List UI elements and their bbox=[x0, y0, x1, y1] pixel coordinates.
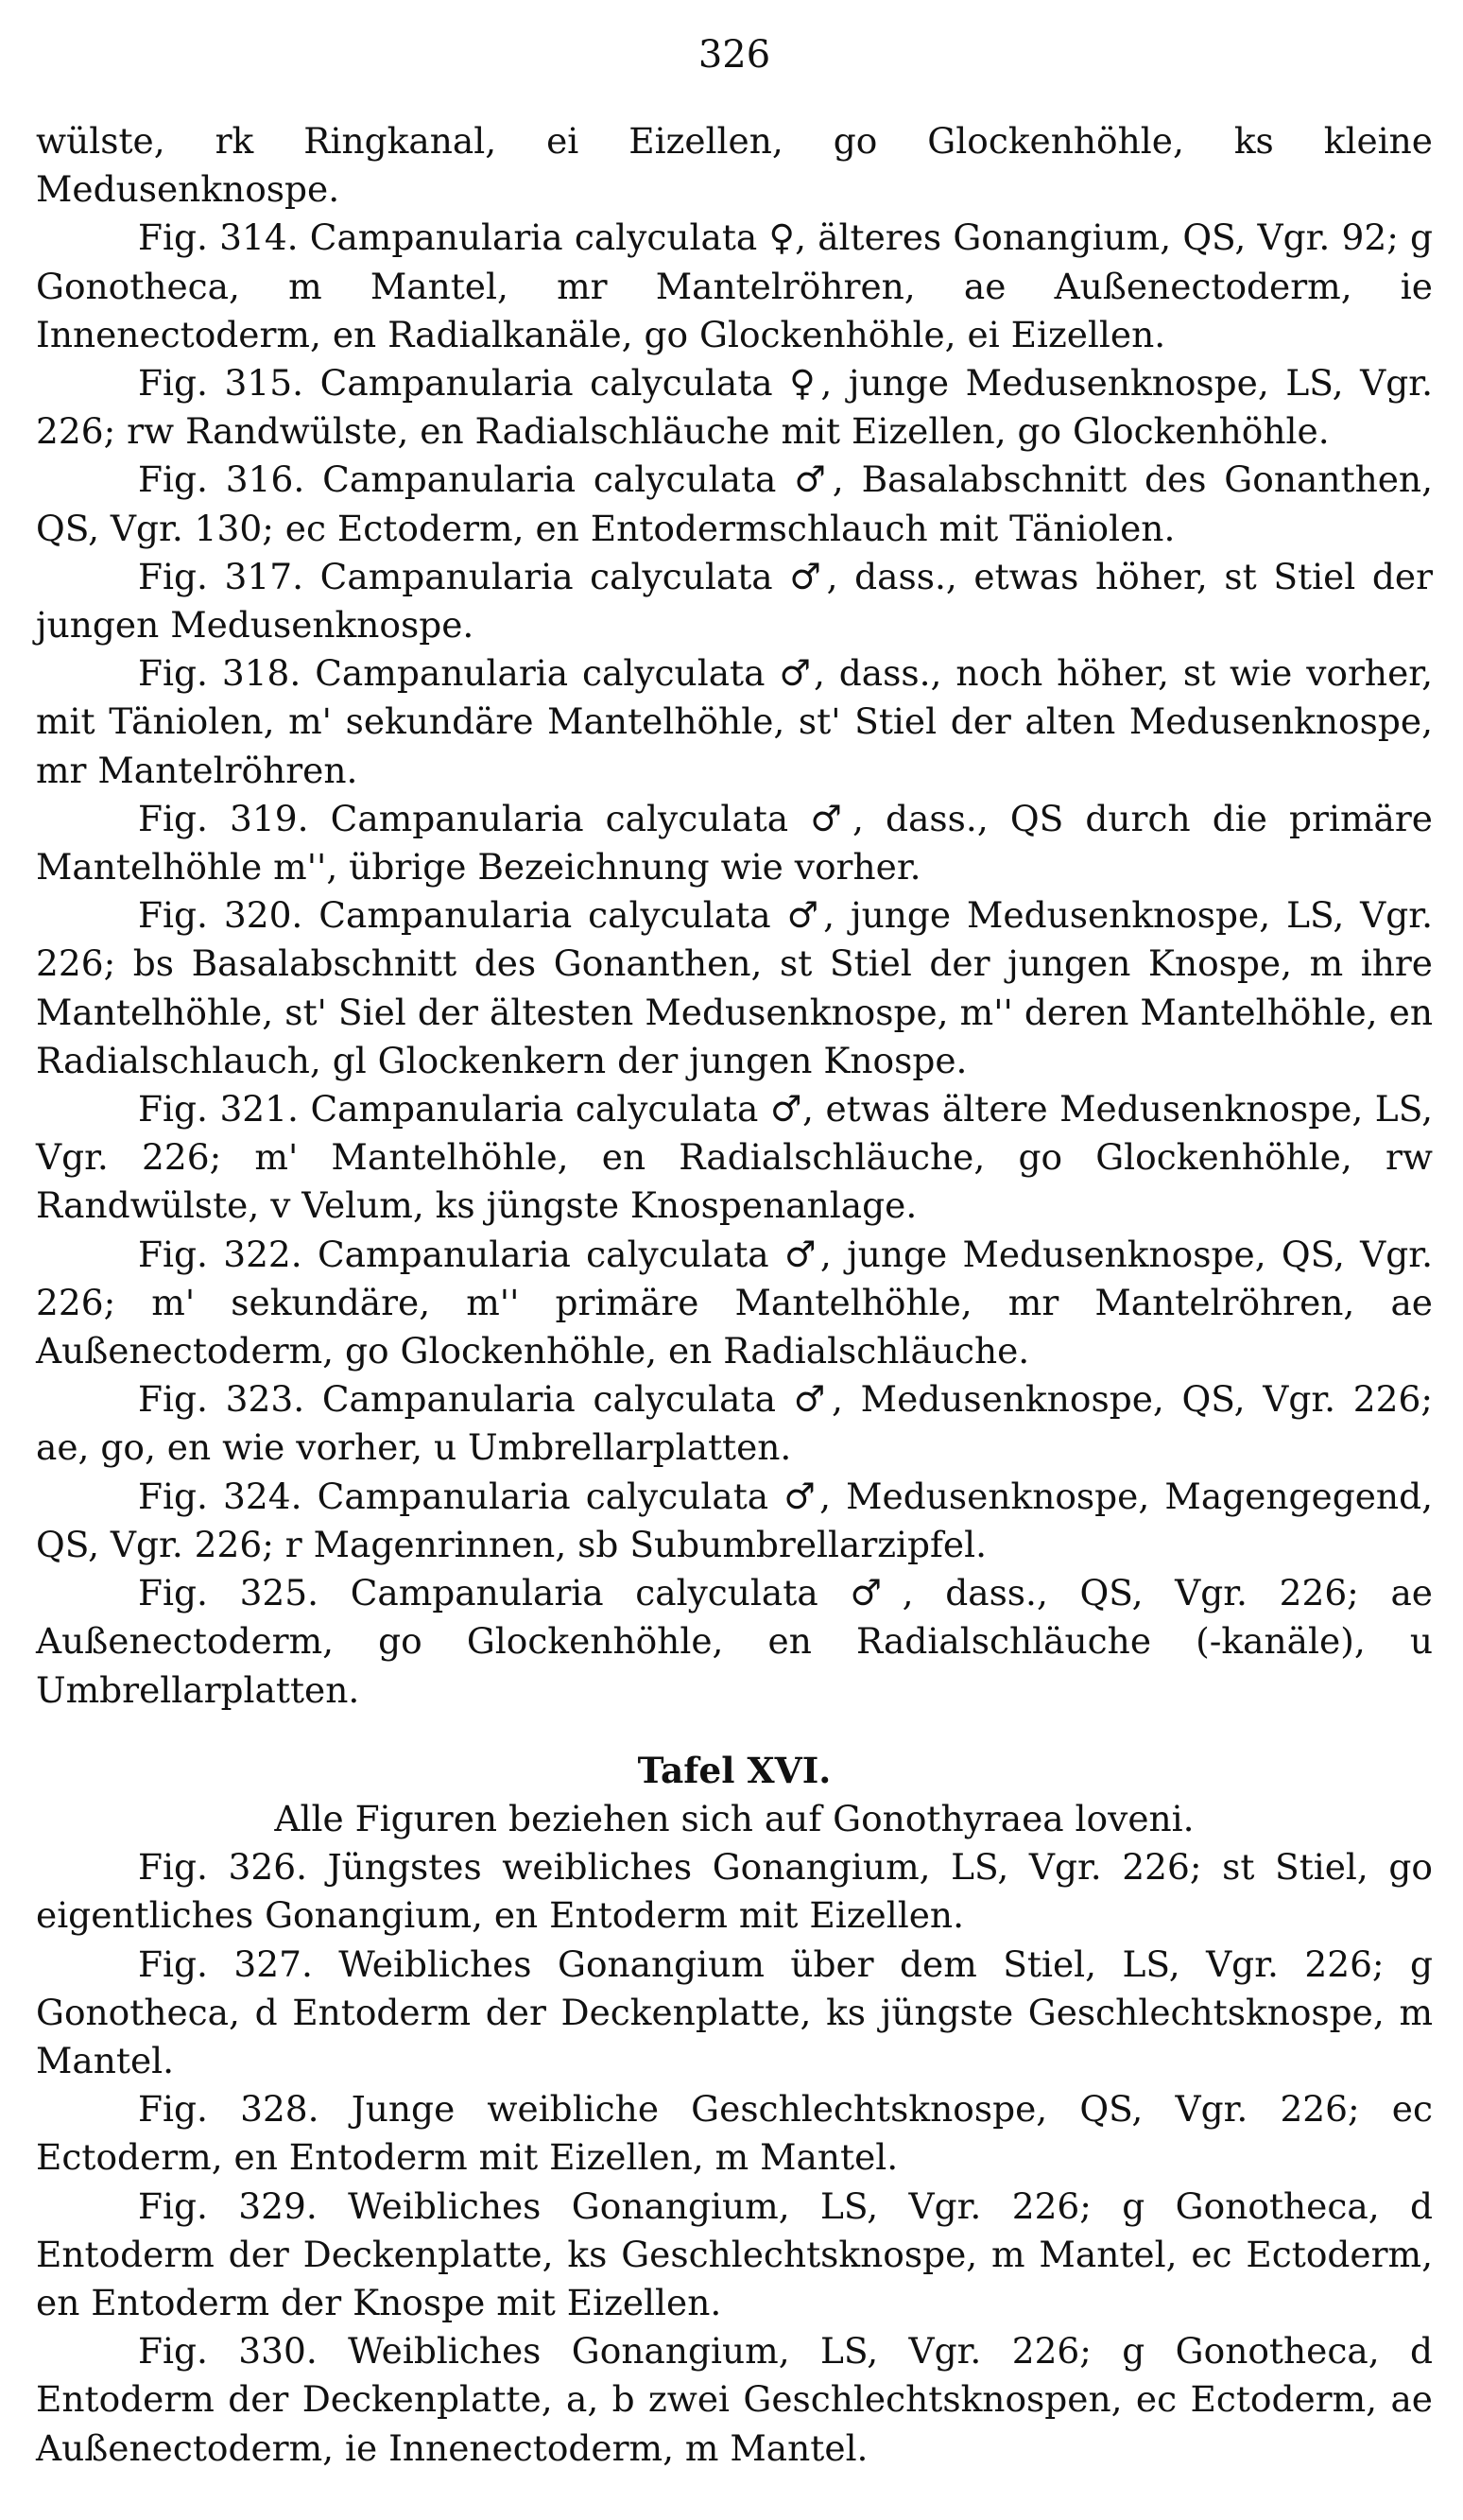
figure-entry-321: Fig. 321. Campanularia calyculata ♂, etwas ältere Medusenknospe, LS, Vgr. 226; m' Mantelhöhle, en Radialschläuche, go Glockenhöhle, rw Randwülste, v Velum, ks jüngste Knospenanlage. bbox=[36, 1088, 1433, 1227]
figure-entry-323: Fig. 323. Campanularia calyculata ♂, Medusenknospe, QS, Vgr. 226; ae, go, en wie vorher, u Umbrellarplatten. bbox=[36, 1378, 1433, 1469]
figure-entry-326: Fig. 326. Jüngstes weibliches Gonangium, LS, Vgr. 226; st Stiel, go eigentliches Gonangium, en Entoderm mit Eizellen. bbox=[36, 1846, 1433, 1937]
figure-entry-319: Fig. 319. Campanularia calyculata ♂, dass., QS durch die primäre Mantelhöhle m'', übrige Bezeichnung wie vorher. bbox=[36, 797, 1433, 889]
figure-entry-330: Fig. 330. Weibliches Gonangium, LS, Vgr. 226; g Gonotheca, d Entoderm der Deckenplatte, a, b zwei Geschlechtsknospen, ec Ectoderm, ae Außenectoderm, ie Innenectoderm, m Mantel. bbox=[36, 2330, 1433, 2469]
section-title: Tafel XVI. bbox=[637, 1749, 832, 1791]
figure-entry-318: Fig. 318. Campanularia calyculata ♂, dass., noch höher, st wie vorher, mit Täniolen, m' sekundäre Mantelhöhle, st' Stiel der alten Medusenknospe, mr Mantelröhren. bbox=[36, 652, 1433, 791]
figure-entry-324: Fig. 324. Campanularia calyculata ♂, Medusenknospe, Magengegend, QS, Vgr. 226; r Magenrinnen, sb Subumbrellarzipfel. bbox=[36, 1475, 1433, 1565]
figure-entry-315: Fig. 315. Campanularia calyculata ♀, junge Medusenknospe, LS, Vgr. 226; rw Randwülste, en Radialschläuche mit Eizellen, go Glockenhöhle. bbox=[36, 362, 1433, 453]
document-page bbox=[36, 26, 1433, 2473]
figure-entry-316: Fig. 316. Campanularia calyculata ♂, Basalabschnitt des Gonanthen, QS, Vgr. 130; ec Ectoderm, en Entodermschlauch mit Täniolen. bbox=[36, 458, 1433, 549]
page-number: 326 bbox=[697, 33, 771, 77]
figure-entry-317: Fig. 317. Campanularia calyculata ♂, dass., etwas höher, st Stiel der jungen Medusenknospe. bbox=[36, 555, 1433, 647]
figure-entry-320: Fig. 320. Campanularia calyculata ♂, junge Medusenknospe, LS, Vgr. 226; bs Basalabschnitt des Gonanthen, st Stiel der jungen Knospe, m ihre Mantelhöhle, st' Siel der ältesten Medusenknospe, m'' deren Mantelhöhle, en Radialschlauch, gl Glockenkern der jungen Knospe. bbox=[36, 894, 1433, 1081]
figure-entry-314: Fig. 314. Campanularia calyculata ♀, älteres Gonangium, QS, Vgr. 92; g Gonotheca, m Mantel, mr Mantelröhren, ae Außenectoderm, ie Innenectoderm, en Radialkanäle, go Glockenhöhle, ei Eizellen. bbox=[36, 216, 1433, 355]
continuation-paragraph: wülste, rk Ringkanal, ei Eizellen, go Glockenhöhle, ks kleine Medusenknospe. bbox=[36, 120, 1433, 211]
section-subtitle: Alle Figuren beziehen sich auf Gonothyraea loveni. bbox=[274, 1797, 1195, 1839]
figure-entry-325: Fig. 325. Campanularia calyculata ♂, dass., QS, Vgr. 226; ae Außenectoderm, go Glockenhöhle, en Radialschläuche (-kanäle), u Umbrellarplatten. bbox=[36, 1572, 1433, 1711]
figure-entry-322: Fig. 322. Campanularia calyculata ♂, junge Medusenknospe, QS, Vgr. 226; m' sekundäre, m'' primäre Mantelhöhle, mr Mantelröhren, ae Außenectoderm, go Glockenhöhle, en Radialschläuche. bbox=[36, 1233, 1433, 1372]
figure-entry-328: Fig. 328. Junge weibliche Geschlechtsknospe, QS, Vgr. 226; ec Ectoderm, en Entoderm mit Eizellen, m Mantel. bbox=[36, 2088, 1433, 2179]
figure-entry-327: Fig. 327. Weibliches Gonangium über dem Stiel, LS, Vgr. 226; g Gonotheca, d Entoderm der Deckenplatte, ks jüngste Geschlechtsknospe, m Mantel. bbox=[36, 1942, 1433, 2081]
figure-entry-329: Fig. 329. Weibliches Gonangium, LS, Vgr. 226; g Gonotheca, d Entoderm der Deckenplatte, ks Geschlechtsknospe, m Mantel, ec Ectoderm, en Entoderm der Knospe mit Eizellen. bbox=[36, 2184, 1433, 2323]
